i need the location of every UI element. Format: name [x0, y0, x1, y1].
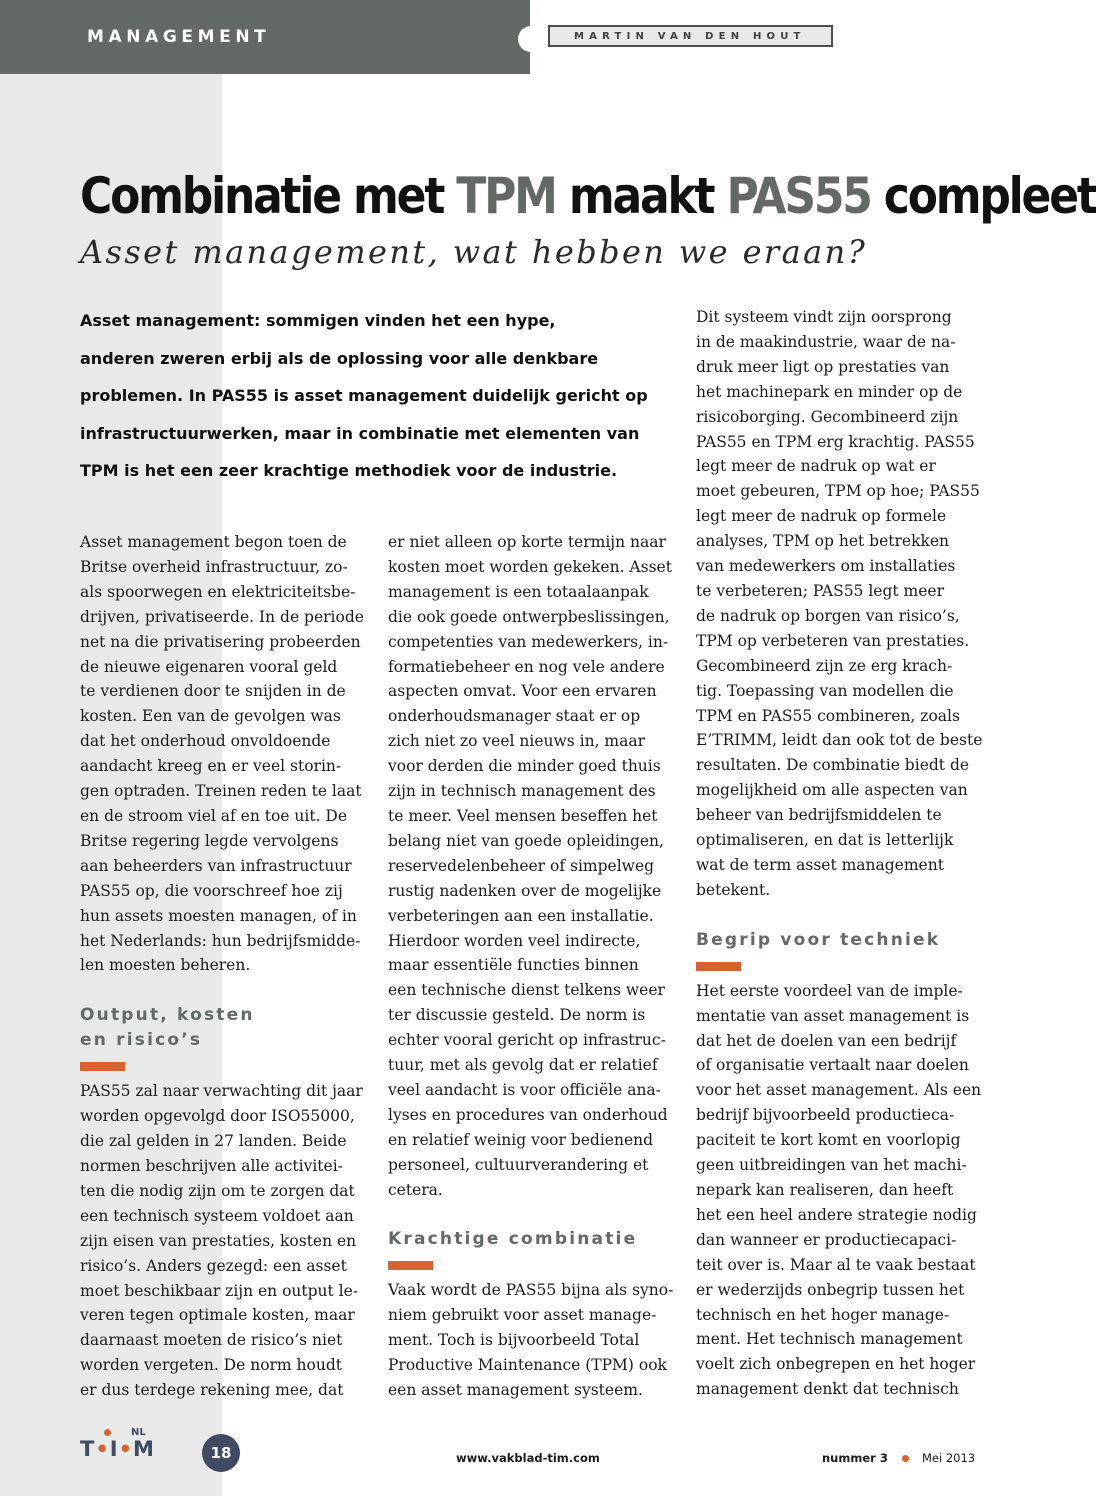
text-line: legt meer de nadruk op wat er [696, 457, 936, 476]
paragraph [696, 305, 986, 903]
text-line: Het eerste voordeel van de imple- [696, 981, 963, 1000]
paragraph [80, 530, 370, 978]
text-line: een asset management systeem. [388, 1381, 643, 1400]
text-line: zijn eisen van prestaties, kosten en [80, 1231, 357, 1250]
text-line: formatiebeheer en nog vele andere [388, 657, 665, 676]
text-line: rustig nadenken over de mogelijke [388, 881, 662, 900]
text-line: ten die nodig zijn om te zorgen dat [80, 1181, 355, 1200]
article-headline [80, 158, 1096, 234]
text-line: worden opgevolgd door ISO55000, [80, 1107, 355, 1126]
intro-line: TPM is het een zeer krachtige methodiek voor de industrie. [80, 461, 618, 480]
text-line: reservedelenbeheer of simpelweg [388, 856, 655, 875]
text-line: en de stroom viel af en toe uit. De [80, 806, 348, 825]
page-number: 18 [202, 1434, 240, 1472]
footer-accent-dot [902, 1455, 909, 1462]
text-line: nepark kan realiseren, dan heeft [696, 1181, 954, 1199]
text-line: dat het onderhoud onvoldoende [80, 732, 331, 751]
text-line: aandacht kreeg en er veel storin- [80, 757, 342, 776]
text-line: onderhoudsmanager staat er op [388, 707, 641, 726]
text-line: Britse overheid infrastructuur, zo- [80, 557, 348, 576]
text-line: dat het de doelen van een bedrijf [696, 1031, 957, 1050]
section-label: MANAGEMENT [87, 27, 271, 47]
text-line: worden vergeten. De norm houdt [80, 1356, 343, 1375]
text-line: TPM en PAS55 combineren, zoals [696, 706, 960, 725]
text-line: PAS55 op, die voorschreef hoe zij [80, 881, 343, 900]
paragraph-gap [696, 903, 986, 928]
text-line: technisch en het hoger manage- [696, 1305, 950, 1324]
logo-accent-dot [104, 1429, 111, 1436]
text-line: belang niet van goede opleidingen, [388, 831, 664, 850]
headline-highlight-pas55: PAS55 [726, 167, 871, 225]
headline-part-1: Combinatie met [80, 167, 457, 225]
text-line: Hierdoor worden veel indirecte, [388, 931, 641, 950]
author-name: MARTIN VAN DEN HOUT [574, 31, 806, 42]
intro-line: infrastructuurwerken, maar in combinatie met elementen van [80, 423, 640, 443]
text-line: maar essentiële functies binnen [388, 956, 639, 975]
text-line: niem gebruikt voor asset manage- [388, 1306, 657, 1325]
paragraph-gap [388, 1202, 678, 1227]
text-line: het machinepark en minder op de [696, 382, 963, 401]
text-line: analyses, TPM op het betrekken [696, 532, 950, 551]
text-line: een technische dienst telkens weer [388, 981, 665, 1000]
tim-logo [80, 1437, 155, 1461]
header-dot [518, 26, 544, 52]
intro-line: anderen zweren erbij als de oplossing voor alle denkbare [80, 348, 599, 368]
subheading-begrip-voor-techniek [696, 928, 986, 953]
text-line: ment. Toch is bijvoorbeeld Total [388, 1331, 640, 1350]
logo-dot-2: • [118, 1437, 134, 1461]
text-line: risicoborging. Gecombineerd zijn [696, 407, 959, 426]
text-line: management denkt dat technisch [696, 1380, 959, 1399]
text-line: te meer. Veel mensen beseffen het [388, 806, 658, 825]
text-line: als spoorwegen en elektriciteitsbe- [80, 582, 356, 601]
text-line: kosten moet worden gekeken. Asset [388, 557, 672, 576]
text-line: optimaliseren, en dat is letterlijk [696, 831, 954, 850]
text-line: te verbeteren; PAS55 legt meer [696, 581, 945, 600]
text-line: hun assets moesten managen, of in [80, 906, 357, 925]
text-line: daarnaast moeten de risico’s niet [80, 1331, 343, 1350]
text-line: voor derden die minder goed thuis [388, 757, 661, 776]
text-line: geen uitbreidingen van het machi- [696, 1156, 967, 1175]
text-line: in de maakindustrie, waar de na- [696, 332, 956, 351]
text-line: er wederzijds onbegrip tussen het [696, 1280, 965, 1299]
text-line: de nieuwe eigenaren vooral geld [80, 657, 338, 676]
paragraph-gap [80, 978, 370, 1003]
subheading-accent-bar [696, 962, 741, 971]
text-line: of organisatie vertaalt naar doelen [696, 1056, 969, 1075]
text-line: veren tegen optimale kosten, maar [80, 1306, 355, 1325]
text-line: Productive Maintenance (TPM) ook [388, 1356, 667, 1375]
text-line: bedrijf bijvoorbeeld productieca- [696, 1106, 955, 1125]
text-line: Vaak wordt de PAS55 bijna als syno- [388, 1281, 674, 1300]
text-line: echter vooral gericht op infrastruc- [388, 1031, 666, 1050]
text-line: er niet alleen op korte termijn naar [388, 533, 666, 551]
text-column-3 [696, 305, 986, 1402]
text-line: resultaten. De combinatie biedt de [696, 756, 970, 775]
subheading-accent-bar [388, 1261, 433, 1270]
text-line: moet beschikbaar zijn en output le- [80, 1281, 359, 1300]
text-line: lyses en procedures van onderhoud [388, 1105, 668, 1124]
text-line: kosten. Een van de gevolgen was [80, 707, 341, 726]
text-line: te verdienen door te snijden in de [80, 682, 346, 701]
footer-issue: nummer 3 [822, 1451, 888, 1465]
text-line: een technisch systeem voldoet aan [80, 1206, 354, 1225]
subheading-accent-bar [80, 1062, 125, 1071]
text-line: legt meer de nadruk op formele [696, 507, 947, 526]
text-line: mogelijkheid om alle aspecten van [696, 781, 968, 800]
paragraph [388, 530, 678, 1202]
text-line: beheer van bedrijfsmiddelen te [696, 806, 942, 825]
text-line: die ook goede ontwerpbeslissingen, [388, 607, 670, 626]
text-line: cetera. [388, 1180, 443, 1199]
headline-highlight-tpm: TPM [456, 167, 556, 225]
text-line: len moesten beheren. [80, 956, 251, 975]
text-line: dan wanneer er productiecapaci- [696, 1230, 957, 1249]
intro-line: Asset management: sommigen vinden het een hype, [80, 311, 556, 330]
author-box [548, 25, 833, 47]
text-line: zijn in technisch management des [388, 782, 656, 801]
text-line: mentatie van asset management is [696, 1006, 970, 1025]
text-line: normen beschrijven alle activitei- [80, 1157, 343, 1176]
text-line: zich niet zo veel nieuws in, maar [388, 732, 646, 751]
text-line: druk meer ligt op prestaties van [696, 357, 950, 376]
logo-letter-t: T [80, 1437, 96, 1461]
text-line: voor het asset management. Als een [696, 1081, 982, 1100]
text-line: PAS55 en TPM erg krachtig. PAS55 [696, 432, 975, 451]
text-line: Dit systeem vindt zijn oorsprong [696, 308, 952, 326]
text-line: tig. Toepassing van modellen die [696, 681, 954, 700]
paragraph [80, 1079, 370, 1403]
intro-line: problemen. In PAS55 is asset management duidelijk gericht op [80, 386, 648, 405]
text-line: risico’s. Anders gezegd: een asset [80, 1256, 347, 1275]
text-line: betekent. [696, 880, 771, 899]
text-column-1 [80, 530, 370, 1403]
text-line: Britse regering legde vervolgens [80, 831, 339, 850]
text-line: verbeteringen aan een installatie. [388, 906, 654, 925]
text-line: Begrip voor techniek [696, 929, 941, 950]
logo-letter-i: I [109, 1437, 119, 1461]
text-line: TPM op verbeteren van prestaties. [696, 631, 970, 650]
text-line: veel aandacht is voor officiële ana- [388, 1080, 661, 1099]
headline-part-2: maakt [555, 167, 727, 225]
text-line: tuur, met als gevolg dat er relatief [388, 1056, 658, 1075]
intro-paragraph [80, 302, 685, 490]
text-line: Gecombineerd zijn ze erg krach- [696, 656, 953, 675]
article-subtitle: Asset management, wat hebben we eraan? [80, 233, 868, 271]
logo-nl: NL [131, 1427, 146, 1438]
text-line: er dus terdege rekening mee, dat [80, 1381, 344, 1400]
text-line: en risico’s [80, 1030, 203, 1051]
text-line: competenties van medewerkers, in- [388, 632, 669, 651]
footer-url[interactable]: www.vakblad-tim.com [456, 1451, 600, 1465]
headline-part-3: compleet [870, 167, 1096, 225]
subheading-output-kosten [80, 1003, 370, 1053]
text-line: teit over is. Maar al te vaak bestaat [696, 1255, 976, 1274]
footer-date: Mei 2013 [922, 1451, 976, 1465]
text-line: E’TRIMM, leidt dan ook tot de beste [696, 731, 983, 750]
text-line: de nadruk op borgen van risico’s, [696, 606, 960, 625]
text-line: management is een totaalaanpak [388, 582, 649, 601]
text-line: wat de term asset management [696, 855, 944, 874]
text-line: gen optraden. Treinen reden te laat [80, 782, 362, 801]
section-header-bar [0, 0, 530, 74]
text-line: die zal gelden in 27 landen. Beide [80, 1132, 347, 1151]
subheading-krachtige-combinatie [388, 1227, 678, 1252]
text-line: het Nederlands: hun bedrijfsmidde- [80, 931, 361, 950]
text-line: Krachtige combinatie [388, 1229, 638, 1250]
text-line: drijven, privatiseerde. In de periode [80, 607, 364, 626]
paragraph [696, 979, 986, 1402]
text-line: PAS55 zal naar verwachting dit jaar [80, 1082, 363, 1101]
logo-dot-1: • [95, 1437, 110, 1461]
text-line: van medewerkers om installaties [696, 557, 956, 576]
text-line: personeel, cultuurverandering et [388, 1155, 649, 1174]
text-line: aan beheerders van infrastructuur [80, 856, 352, 875]
text-line: voelt zich onbegrepen en het hoger [696, 1355, 976, 1374]
text-line: Asset management begon toen de [80, 533, 347, 551]
text-line: moet gebeuren, TPM op hoe; PAS55 [696, 482, 980, 501]
text-column-2 [388, 530, 678, 1403]
text-line: Output, kosten [80, 1005, 255, 1026]
text-line: ment. Het technisch management [696, 1330, 963, 1349]
text-line: net na die privatisering probeerden [80, 632, 361, 651]
text-line: het een heel andere strategie nodig [696, 1205, 977, 1224]
text-line: ter discussie gesteld. De norm is [388, 1006, 646, 1025]
text-line: en relatief weinig voor bedienend [388, 1130, 654, 1149]
text-line: paciteit te kort komt en voorlopig [696, 1131, 961, 1150]
logo-letter-m: M [133, 1437, 155, 1461]
paragraph [388, 1278, 678, 1403]
text-line: aspecten omvat. Voor een ervaren [388, 682, 657, 701]
